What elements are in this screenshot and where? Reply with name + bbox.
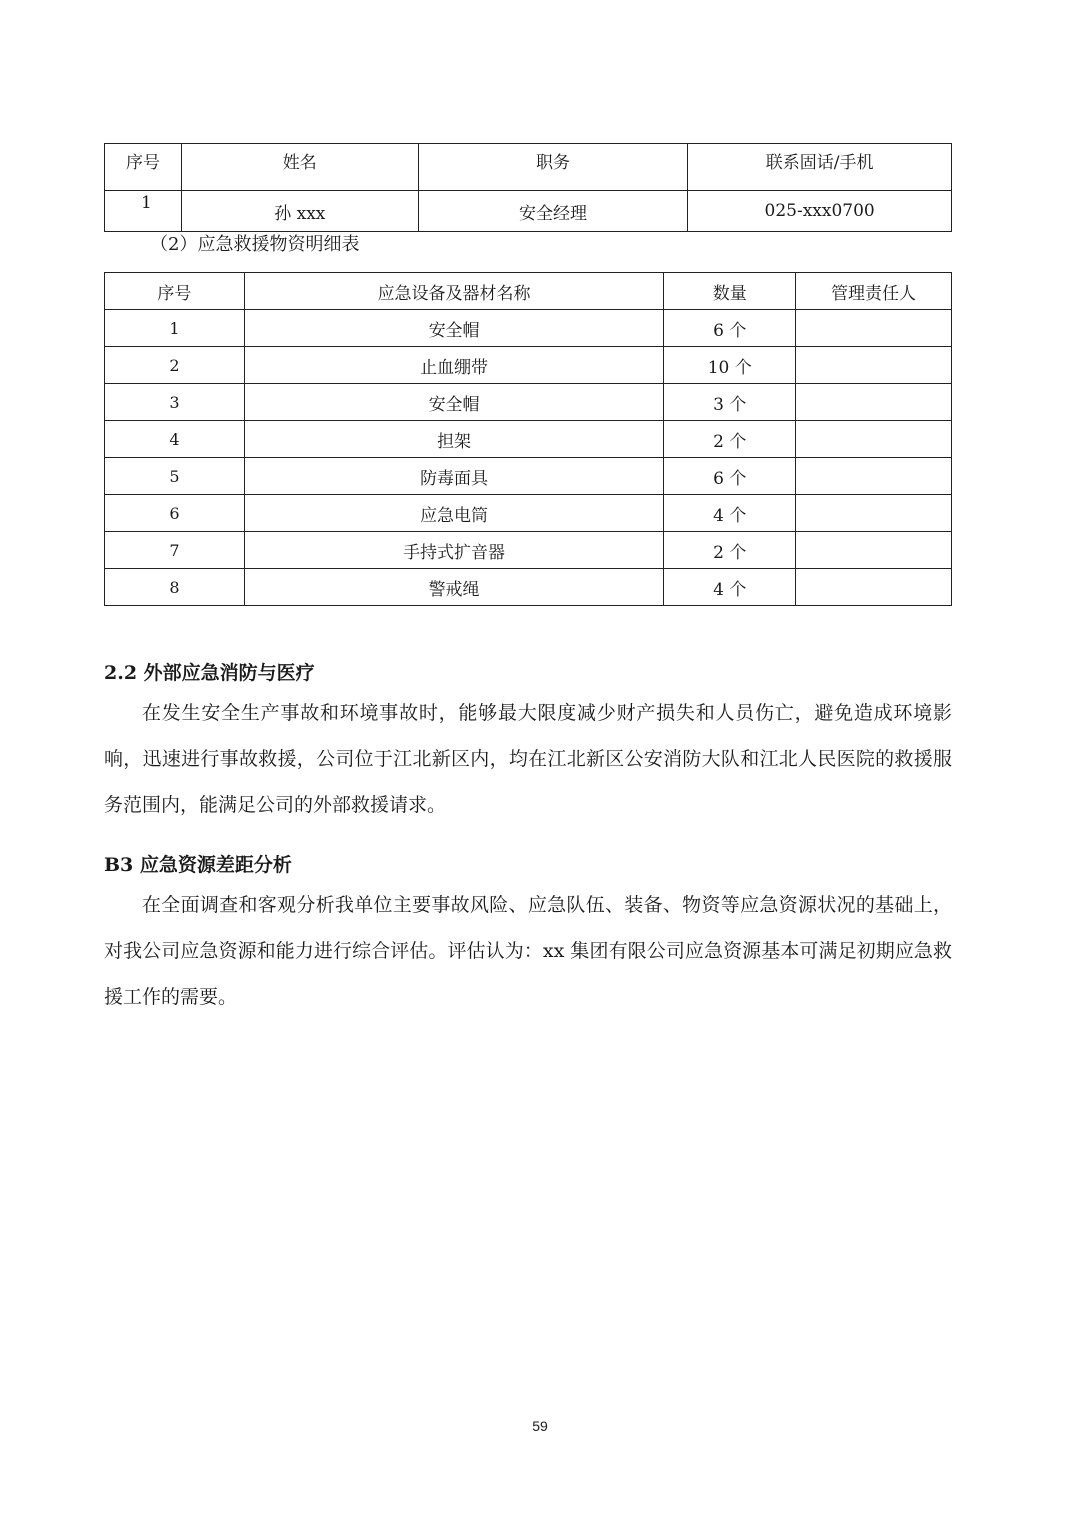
cell-equipment-name: 应急电筒	[244, 495, 663, 532]
cell-index: 2	[105, 347, 245, 384]
header-position: 职务	[418, 144, 688, 191]
cell-phone: 025-xxx0700	[688, 191, 952, 232]
cell-index: 8	[105, 569, 245, 606]
cell-equipment-name: 警戒绳	[244, 569, 663, 606]
cell-manager	[796, 384, 952, 421]
cell-equipment-name: 止血绷带	[244, 347, 663, 384]
page-number: 59	[532, 1418, 548, 1434]
cell-quantity: 6 个	[664, 310, 796, 347]
cell-quantity: 4 个	[664, 569, 796, 606]
header-index: 序号	[105, 273, 245, 310]
section-2-2-paragraph: 在发生安全生产事故和环境事故时，能够最大限度减少财产损失和人员伤亡，避免造成环境影响，迅速进行事故救援，公司位于江北新区内，均在江北新区公安消防大队和江北人民医院的救援服务范围内，能满足公司的外部救援请求。	[104, 702, 952, 816]
table-row	[105, 347, 952, 384]
header-name: 姓名	[181, 144, 418, 191]
table-row	[105, 310, 952, 347]
table-row	[105, 421, 952, 458]
header-equipment-name: 应急设备及器材名称	[244, 273, 663, 310]
table-row	[105, 532, 952, 569]
header-manager: 管理责任人	[796, 273, 952, 310]
cell-index: 4	[105, 421, 245, 458]
cell-equipment-name: 担架	[244, 421, 663, 458]
cell-index: 5	[105, 458, 245, 495]
header-index: 序号	[105, 144, 182, 191]
table-row	[105, 384, 952, 421]
cell-index: 7	[105, 532, 245, 569]
contacts-header-row	[105, 144, 952, 191]
table-row	[105, 458, 952, 495]
cell-name: 孙 xxx	[181, 191, 418, 232]
cell-index: 3	[105, 384, 245, 421]
table-row	[105, 495, 952, 532]
cell-position: 安全经理	[418, 191, 688, 232]
cell-quantity: 6 个	[664, 458, 796, 495]
cell-manager	[796, 532, 952, 569]
cell-equipment-name: 安全帽	[244, 384, 663, 421]
contacts-table	[104, 143, 952, 232]
cell-equipment-name: 手持式扩音器	[244, 532, 663, 569]
cell-manager	[796, 421, 952, 458]
section-b3-paragraph: 在全面调查和客观分析我单位主要事故风险、应急队伍、装备、物资等应急资源状况的基础上，对我公司应急资源和能力进行综合评估。评估认为：xx 集团有限公司应急资源基本可满足初期应急救援工作的需要。	[104, 894, 952, 1008]
section-2-2-heading: 2.2 外部应急消防与医疗	[104, 662, 315, 684]
header-phone: 联系固话/手机	[688, 144, 952, 191]
header-quantity: 数量	[664, 273, 796, 310]
cell-index: 1	[105, 310, 245, 347]
cell-quantity: 3 个	[664, 384, 796, 421]
materials-table-caption: （2）应急救援物资明细表	[150, 234, 360, 255]
cell-equipment-name: 防毒面具	[244, 458, 663, 495]
cell-index: 1	[105, 191, 182, 232]
cell-quantity: 2 个	[664, 421, 796, 458]
cell-manager	[796, 347, 952, 384]
cell-quantity: 10 个	[664, 347, 796, 384]
cell-manager	[796, 458, 952, 495]
table-row	[105, 191, 952, 232]
table-row	[105, 569, 952, 606]
cell-manager	[796, 569, 952, 606]
cell-manager	[796, 495, 952, 532]
materials-header-row	[105, 273, 952, 310]
cell-quantity: 4 个	[664, 495, 796, 532]
cell-index: 6	[105, 495, 245, 532]
cell-manager	[796, 310, 952, 347]
section-b3-heading: B3 应急资源差距分析	[104, 854, 292, 876]
materials-table	[104, 272, 952, 606]
cell-quantity: 2 个	[664, 532, 796, 569]
cell-equipment-name: 安全帽	[244, 310, 663, 347]
